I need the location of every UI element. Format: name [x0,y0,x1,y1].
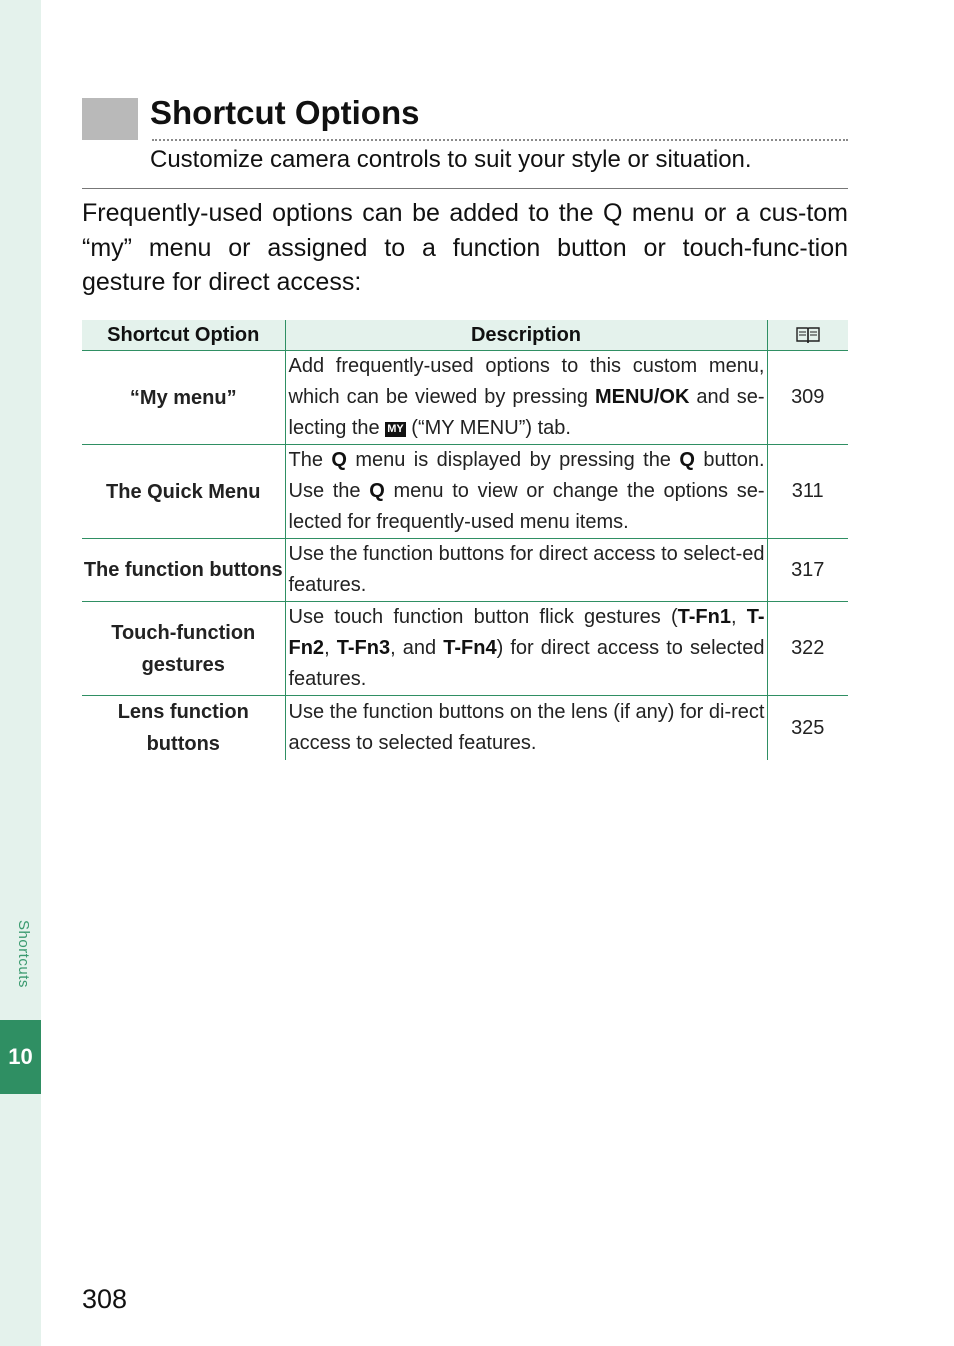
page-reference: 317 [767,539,848,602]
page-reference: 309 [767,351,848,445]
page-reference: 325 [791,716,825,739]
option-name: Touch-function gestures [82,602,285,696]
page-number: 308 [82,1284,128,1314]
option-description: Use the function buttons for direct access to select-ed features. [285,539,767,602]
section-divider [82,188,848,189]
title-marker [82,98,138,140]
option-name: The Quick Menu [82,445,285,539]
header-page [767,320,848,351]
side-strip [0,0,41,1346]
menu-ok-button-label: MENU/OK [594,386,690,408]
page-reference: 311 [767,445,848,539]
header-description: Description [285,320,767,351]
shortcut-options-table [82,320,848,760]
page-title: Shortcut Options [150,94,420,131]
book-icon [795,325,821,345]
page-subtitle: Customize camera controls to suit your style or situation. [150,146,752,173]
table-row [82,539,848,602]
option-name: The function buttons [82,539,285,602]
intro-paragraph: Frequently-used options can be added to the Q menu or a cus-tom “my” menu or assigned to a function button or touch-func-tion gesture for direct access: [82,199,848,296]
table-row [82,602,848,696]
table-row [82,696,848,761]
chapter-tab: 10 [0,1020,41,1094]
section-label: Shortcuts [15,920,32,988]
table-row [82,445,848,539]
option-description: Add frequently-used options to this custom menu, which can be viewed by pressing MENU/OK and se-lecting the MY (“MY MENU”) tab. [285,351,767,445]
table-row [82,351,848,445]
option-name: Lens function buttons [117,701,249,755]
option-description: The Q menu is displayed by pressing the Q button. Use the Q menu to view or change the options se-lected for frequently-used menu items. [285,445,767,539]
header-shortcut-option: Shortcut Option [82,320,285,351]
option-description: Use touch function button flick gestures (T-Fn1, T-Fn2, T-Fn3, and T-Fn4) for direct access to selected features. [285,602,767,696]
table-header-row [82,320,848,351]
dotted-divider [152,139,848,141]
my-menu-icon: MY [387,423,404,435]
option-description: Use the function buttons on the lens (if any) for di-rect access to selected features. [285,696,767,761]
option-name: “My menu” [82,351,285,445]
page-reference: 322 [767,602,848,696]
